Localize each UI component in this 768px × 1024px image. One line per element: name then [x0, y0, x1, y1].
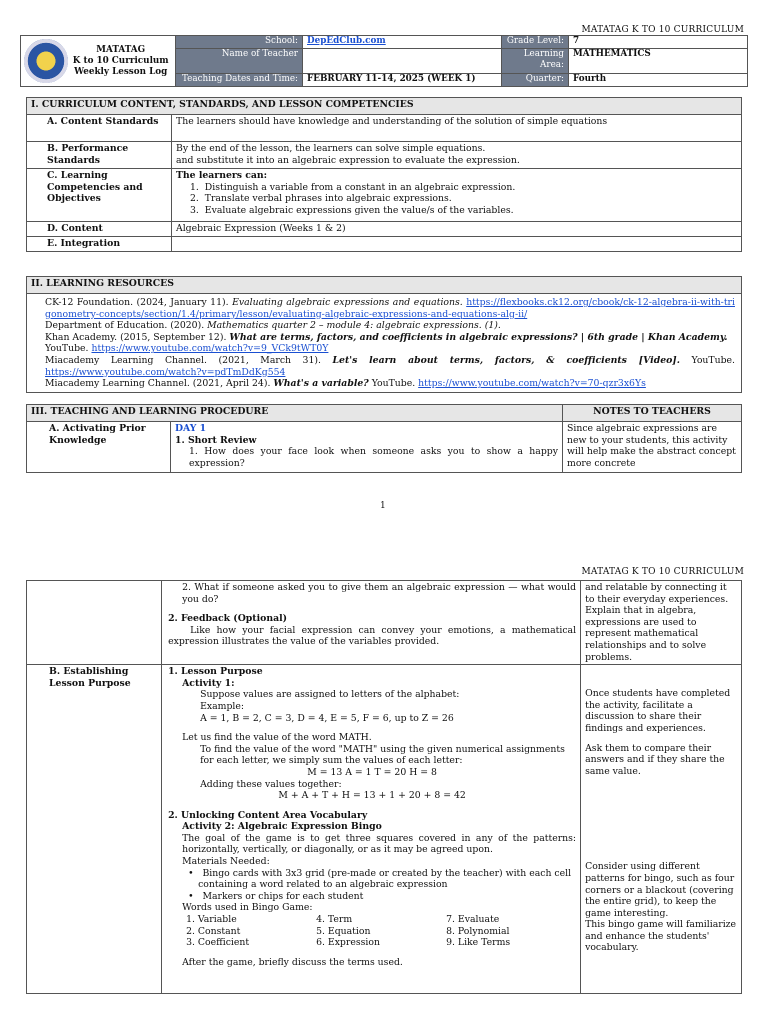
- dates-label: Teaching Dates and Time:: [176, 73, 303, 86]
- performance-standards-label: B. Performance Standards: [27, 142, 172, 169]
- grade-value: 7: [569, 36, 748, 49]
- reference-item: Miacademy Learning Channel. (2021, April 24). What's a variable? YouTube. https://www.youtube.com/watch?v=70-qzr3x6Ys: [45, 378, 646, 390]
- reference-item: CK-12 Foundation. (2024, January 11). Evaluating algebraic expressions and equations. https://flexbooks.ck12.org/cbook/ck-12-algebra-ii-with-trigonometry-concepts/section/1.4/primary/lesson/evaluating-algebraic-expressions-and-equations-alg-ii/: [45, 297, 735, 320]
- reference-link[interactable]: https://www.youtube.com/watch?v=70-qzr3x6Ys: [418, 378, 646, 390]
- deped-seal-icon: [24, 39, 68, 83]
- content-label: D. Content: [27, 222, 172, 237]
- competencies-text: The learners can: 1. Distinguish a variable from a constant in an algebraic expression. 2. Translate verbal phrases into algebraic expressions. 3. Evaluate algebraic expressions given the value/s of the variables.: [172, 169, 742, 222]
- area-label: Learning Area:: [502, 49, 569, 74]
- curriculum-label: MATATAG K TO 10 CURRICULUM: [581, 25, 744, 35]
- reference-link[interactable]: https://www.youtube.com/watch?v=9_VCk9tWT0Y: [91, 343, 329, 355]
- section3-heading: III. TEACHING AND LEARNING PROCEDURE: [27, 405, 563, 422]
- performance-standards-text: By the end of the lesson, the learners can solve simple equations. and substitute it into an algebraic expression to evaluate the expression.: [172, 142, 742, 169]
- content-standards-label: A. Content Standards: [27, 115, 172, 142]
- quarter-value: Fourth: [569, 73, 748, 86]
- teacher-value: [303, 49, 502, 74]
- reference-link[interactable]: https://flexbooks.ck12.org/cbook/ck-12-algebra-ii-with-trigonometry-concepts/section/1.4/primary/lesson/evaluating-algebraic-expressions-and-equations-alg-ii/: [45, 297, 735, 320]
- dates-value: FEBRUARY 11-14, 2025 (WEEK 1): [303, 73, 502, 86]
- content-text: Algebraic Expression (Weeks 1 & 2): [172, 222, 742, 237]
- notes-activating-continued: and relatable by connecting it to their everyday experiences. Explain that in algebra, expressions are used to represent mathematical relationships and to solve problems.: [581, 581, 742, 665]
- notes-establishing: Once students have completed the activity, facilitate a discussion to share their findings and experiences. Ask them to compare their answers and if they share the same value. Consider using different patterns for bingo, such as four corners or a blackout (covering the entire grid), to keep the game interesting. This bingo game will familiarize and enhance the students' vocabulary.: [581, 665, 742, 994]
- activating-prior-knowledge-label: A. Activating Prior Knowledge: [27, 422, 171, 473]
- page-number: 1: [380, 501, 386, 511]
- notes-heading: NOTES TO TEACHERS: [563, 405, 742, 422]
- title-cell: [21, 36, 176, 87]
- activating-label-continued: [27, 581, 162, 665]
- day-label: DAY 1: [175, 423, 207, 434]
- grade-label: Grade Level:: [502, 36, 569, 49]
- quarter-label: Quarter:: [502, 73, 569, 86]
- section1-heading: I. CURRICULUM CONTENT, STANDARDS, AND LESSON COMPETENCIES: [27, 98, 742, 115]
- lesson-log-header: [20, 35, 748, 87]
- curriculum-section: [26, 97, 742, 252]
- bingo-words: 1. Variable 4. Term 7. Evaluate 2. Constant 5. Equation 8. Polynomial 3. Coefficient 6. Expression 9. Like Terms: [186, 914, 511, 949]
- reference-item: Department of Education. (2020). Mathematics quarter 2 – module 4: algebraic expressions. (1).: [45, 320, 501, 332]
- competencies-label: C. Learning Competencies and Objectives: [27, 169, 172, 222]
- integration-label: E. Integration: [27, 236, 172, 251]
- content-standards-text: The learners should have knowledge and understanding of the solution of simple equations: [172, 115, 742, 142]
- establishing-purpose-label: B. Establishing Lesson Purpose: [27, 665, 162, 994]
- procedure-section-continued: [26, 580, 742, 994]
- reference-item: Miacademy Learning Channel. (2021, March 31). Let's learn about terms, factors, & coefficients [Video]. YouTube. https://www.youtube.com/watch?v=pdTmDdKg554: [45, 354, 736, 378]
- curriculum-label: MATATAG K TO 10 CURRICULUM: [581, 567, 744, 577]
- log-title: MATATAG K to 10 Curriculum Weekly Lesson Log: [72, 44, 169, 77]
- references-list: [27, 294, 742, 393]
- establishing-purpose-content: 1. Lesson Purpose Activity 1: Suppose values are assigned to letters of the alphabet: Example: A = 1, B = 2, C = 3, D = 4, E = 5, F = 6, up to Z = 26 Let us find the value of the word MATH. To find the value of the word "MATH" using the given numerical assignments for each letter, we simply sum the values of each letter: M = 13 A = 1 T = 20 H = 8 Adding these values together: M + A + T + H = 13 + 1 + 20 + 8 = 42 2. Unlocking Content Area Vocabulary Activity 2: Algebraic Expression Bingo The goal of the game is to get three squares covered in any of the patterns: horizontally, vertically, or diagonally, or as it may be agreed upon. Materials Needed: • Bingo cards with 3x3 grid (pre-made or created by the teacher) with each cell containing a word related to an algebraic expression • Markers or chips for each student Words used in Bingo Game: 1. Variable 4. Term 7. Evaluate 2. Constant 5. Equation 8. Polynomial 3. Coefficient 6. Expression 9. Like Terms After the game, briefly discuss the terms used.: [162, 665, 581, 994]
- school-link[interactable]: DepEdClub.com: [307, 36, 386, 46]
- activating-content-continued: 2. What if someone asked you to give them an algebraic expression — what would you do? 2. Feedback (Optional) Like how your facial expression can convey your emotions, a mathematical expression illustrates the value of the variables provided.: [162, 581, 581, 665]
- section2-heading: II. LEARNING RESOURCES: [27, 277, 742, 294]
- reference-item: Khan Academy. (2015, September 12). What are terms, factors, and coefficients in algebraic expressions? | 6th grade | Khan Academy. YouTube. https://www.youtube.com/watch?v=9_VCk9tWT0Y: [45, 331, 728, 355]
- procedure-section: [26, 404, 742, 473]
- area-value: MATHEMATICS: [569, 49, 748, 74]
- teacher-label: Name of Teacher: [176, 49, 303, 74]
- integration-text: [172, 236, 742, 251]
- school-label: School:: [176, 36, 303, 49]
- activating-content: DAY 1 1. Short Review 1. How does your face look when someone asks you to show a happy expression?: [171, 422, 563, 473]
- notes-activating: Since algebraic expressions are new to your students, this activity will help make the abstract concept more concrete: [563, 422, 742, 473]
- resources-section: [26, 276, 742, 393]
- reference-link[interactable]: https://www.youtube.com/watch?v=pdTmDdKg554: [45, 366, 286, 378]
